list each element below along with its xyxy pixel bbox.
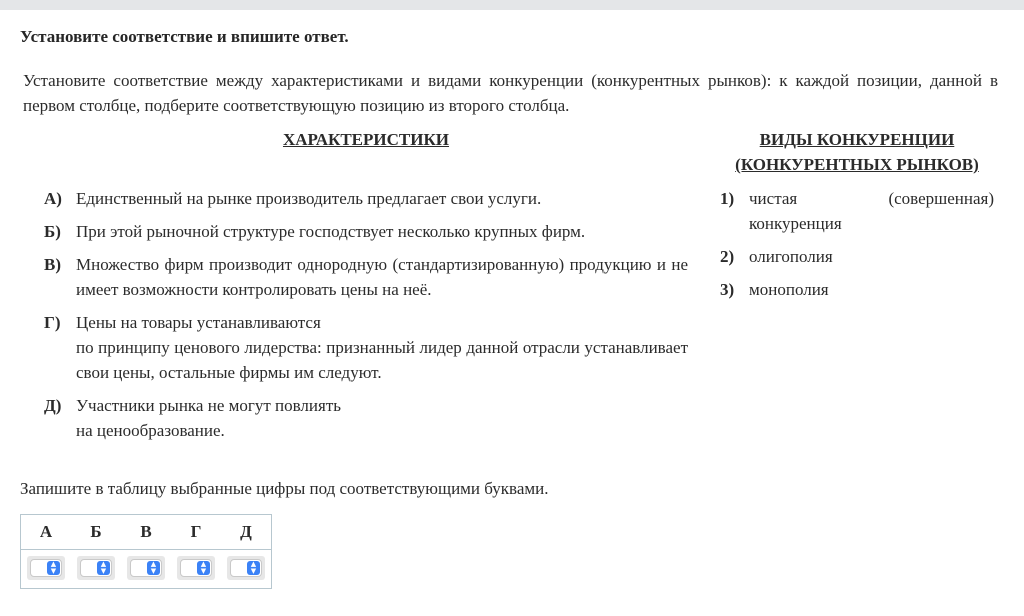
competition-type-2 — [720, 244, 994, 269]
competition-types-list — [720, 186, 994, 310]
item-text: Множество фирм производит однородную (стандартизированную) продукцию и не имеет возможности контролировать цены на неё. — [76, 255, 688, 299]
task-title: Установите соответствие и впишите ответ. — [20, 27, 349, 46]
item-letter: Б) — [44, 222, 61, 241]
item-letter: А) — [44, 189, 62, 208]
characteristic-item-g — [44, 310, 688, 385]
characteristic-item-d — [44, 393, 688, 443]
characteristics-header: ХАРАКТЕРИСТИКИ — [282, 130, 450, 149]
answer-instruction: Запишите в таблицу выбранные цифры под соответствующими буквами. — [20, 479, 549, 498]
item-text-line1: Цены на товары устанавливаются — [76, 313, 321, 332]
select-field[interactable] — [30, 559, 62, 577]
characteristic-item-b — [44, 219, 688, 244]
answer-header-row — [21, 515, 272, 550]
select-field[interactable] — [80, 559, 112, 577]
answer-select-a[interactable] — [27, 556, 65, 580]
select-field[interactable] — [230, 559, 262, 577]
up-down-chevron-icon: ▲ ▼ — [197, 561, 210, 575]
answer-select-g[interactable] — [177, 556, 215, 580]
item-text — [76, 393, 688, 443]
answer-select-d[interactable] — [227, 556, 265, 580]
answer-column-g: Г — [171, 515, 221, 550]
up-down-chevron-icon: ▲ ▼ — [247, 561, 260, 575]
item-letter: В) — [44, 255, 61, 274]
item-letter: Д) — [44, 396, 62, 415]
up-down-chevron-icon: ▲ ▼ — [147, 561, 160, 575]
answer-table — [20, 514, 272, 589]
item-text: Единственный на рынке производитель предлагает свои услуги. — [76, 189, 542, 208]
top-bar — [0, 0, 1024, 10]
characteristic-item-v — [44, 252, 688, 302]
competition-types-header-line2: (КОНКУРЕНТНЫХ РЫНКОВ) — [735, 155, 979, 174]
up-down-chevron-icon: ▲ ▼ — [97, 561, 110, 575]
competition-type-1 — [720, 186, 994, 236]
competition-types-header-line1: ВИДЫ КОНКУРЕНЦИИ — [759, 130, 955, 149]
answer-column-v: В — [121, 515, 171, 550]
answer-column-b: Б — [71, 515, 121, 550]
select-field[interactable] — [180, 559, 212, 577]
item-number: 2) — [720, 247, 735, 266]
answer-column-a: А — [21, 515, 72, 550]
characteristic-item-a — [44, 186, 688, 211]
answer-select-v[interactable] — [127, 556, 165, 580]
item-text: чистая (совершенная) конкуренция — [749, 189, 994, 233]
competition-type-3 — [720, 277, 994, 302]
item-text: монополия — [749, 280, 829, 299]
task-intro: Установите соответствие между характеристиками и видами конкуренции (конкурентных рынков): к каждой позиции, данной в первом столбце, подберите соответствующую позицию из второго столбца. — [23, 71, 998, 115]
competition-types-header — [720, 127, 994, 177]
item-letter: Г) — [44, 313, 61, 332]
up-down-chevron-icon: ▲ ▼ — [47, 561, 60, 575]
item-text-line1: Участники рынка не могут повлиять — [76, 396, 342, 415]
item-text-rest: на ценообразование. — [76, 421, 225, 440]
answer-select-row — [21, 550, 272, 589]
item-number: 3) — [720, 280, 735, 299]
item-text — [76, 310, 688, 385]
item-text-rest: по принципу ценового лидерства: признанный лидер данной отрасли устанавливает свои цены, остальные фирмы им следуют. — [76, 338, 688, 382]
item-text: При этой рыночной структуре господствует несколько крупных фирм. — [76, 222, 586, 241]
select-field[interactable] — [130, 559, 162, 577]
answer-column-d: Д — [221, 515, 272, 550]
item-number: 1) — [720, 189, 735, 208]
answer-select-b[interactable] — [77, 556, 115, 580]
item-text: олигополия — [749, 247, 833, 266]
characteristics-list — [44, 186, 688, 451]
